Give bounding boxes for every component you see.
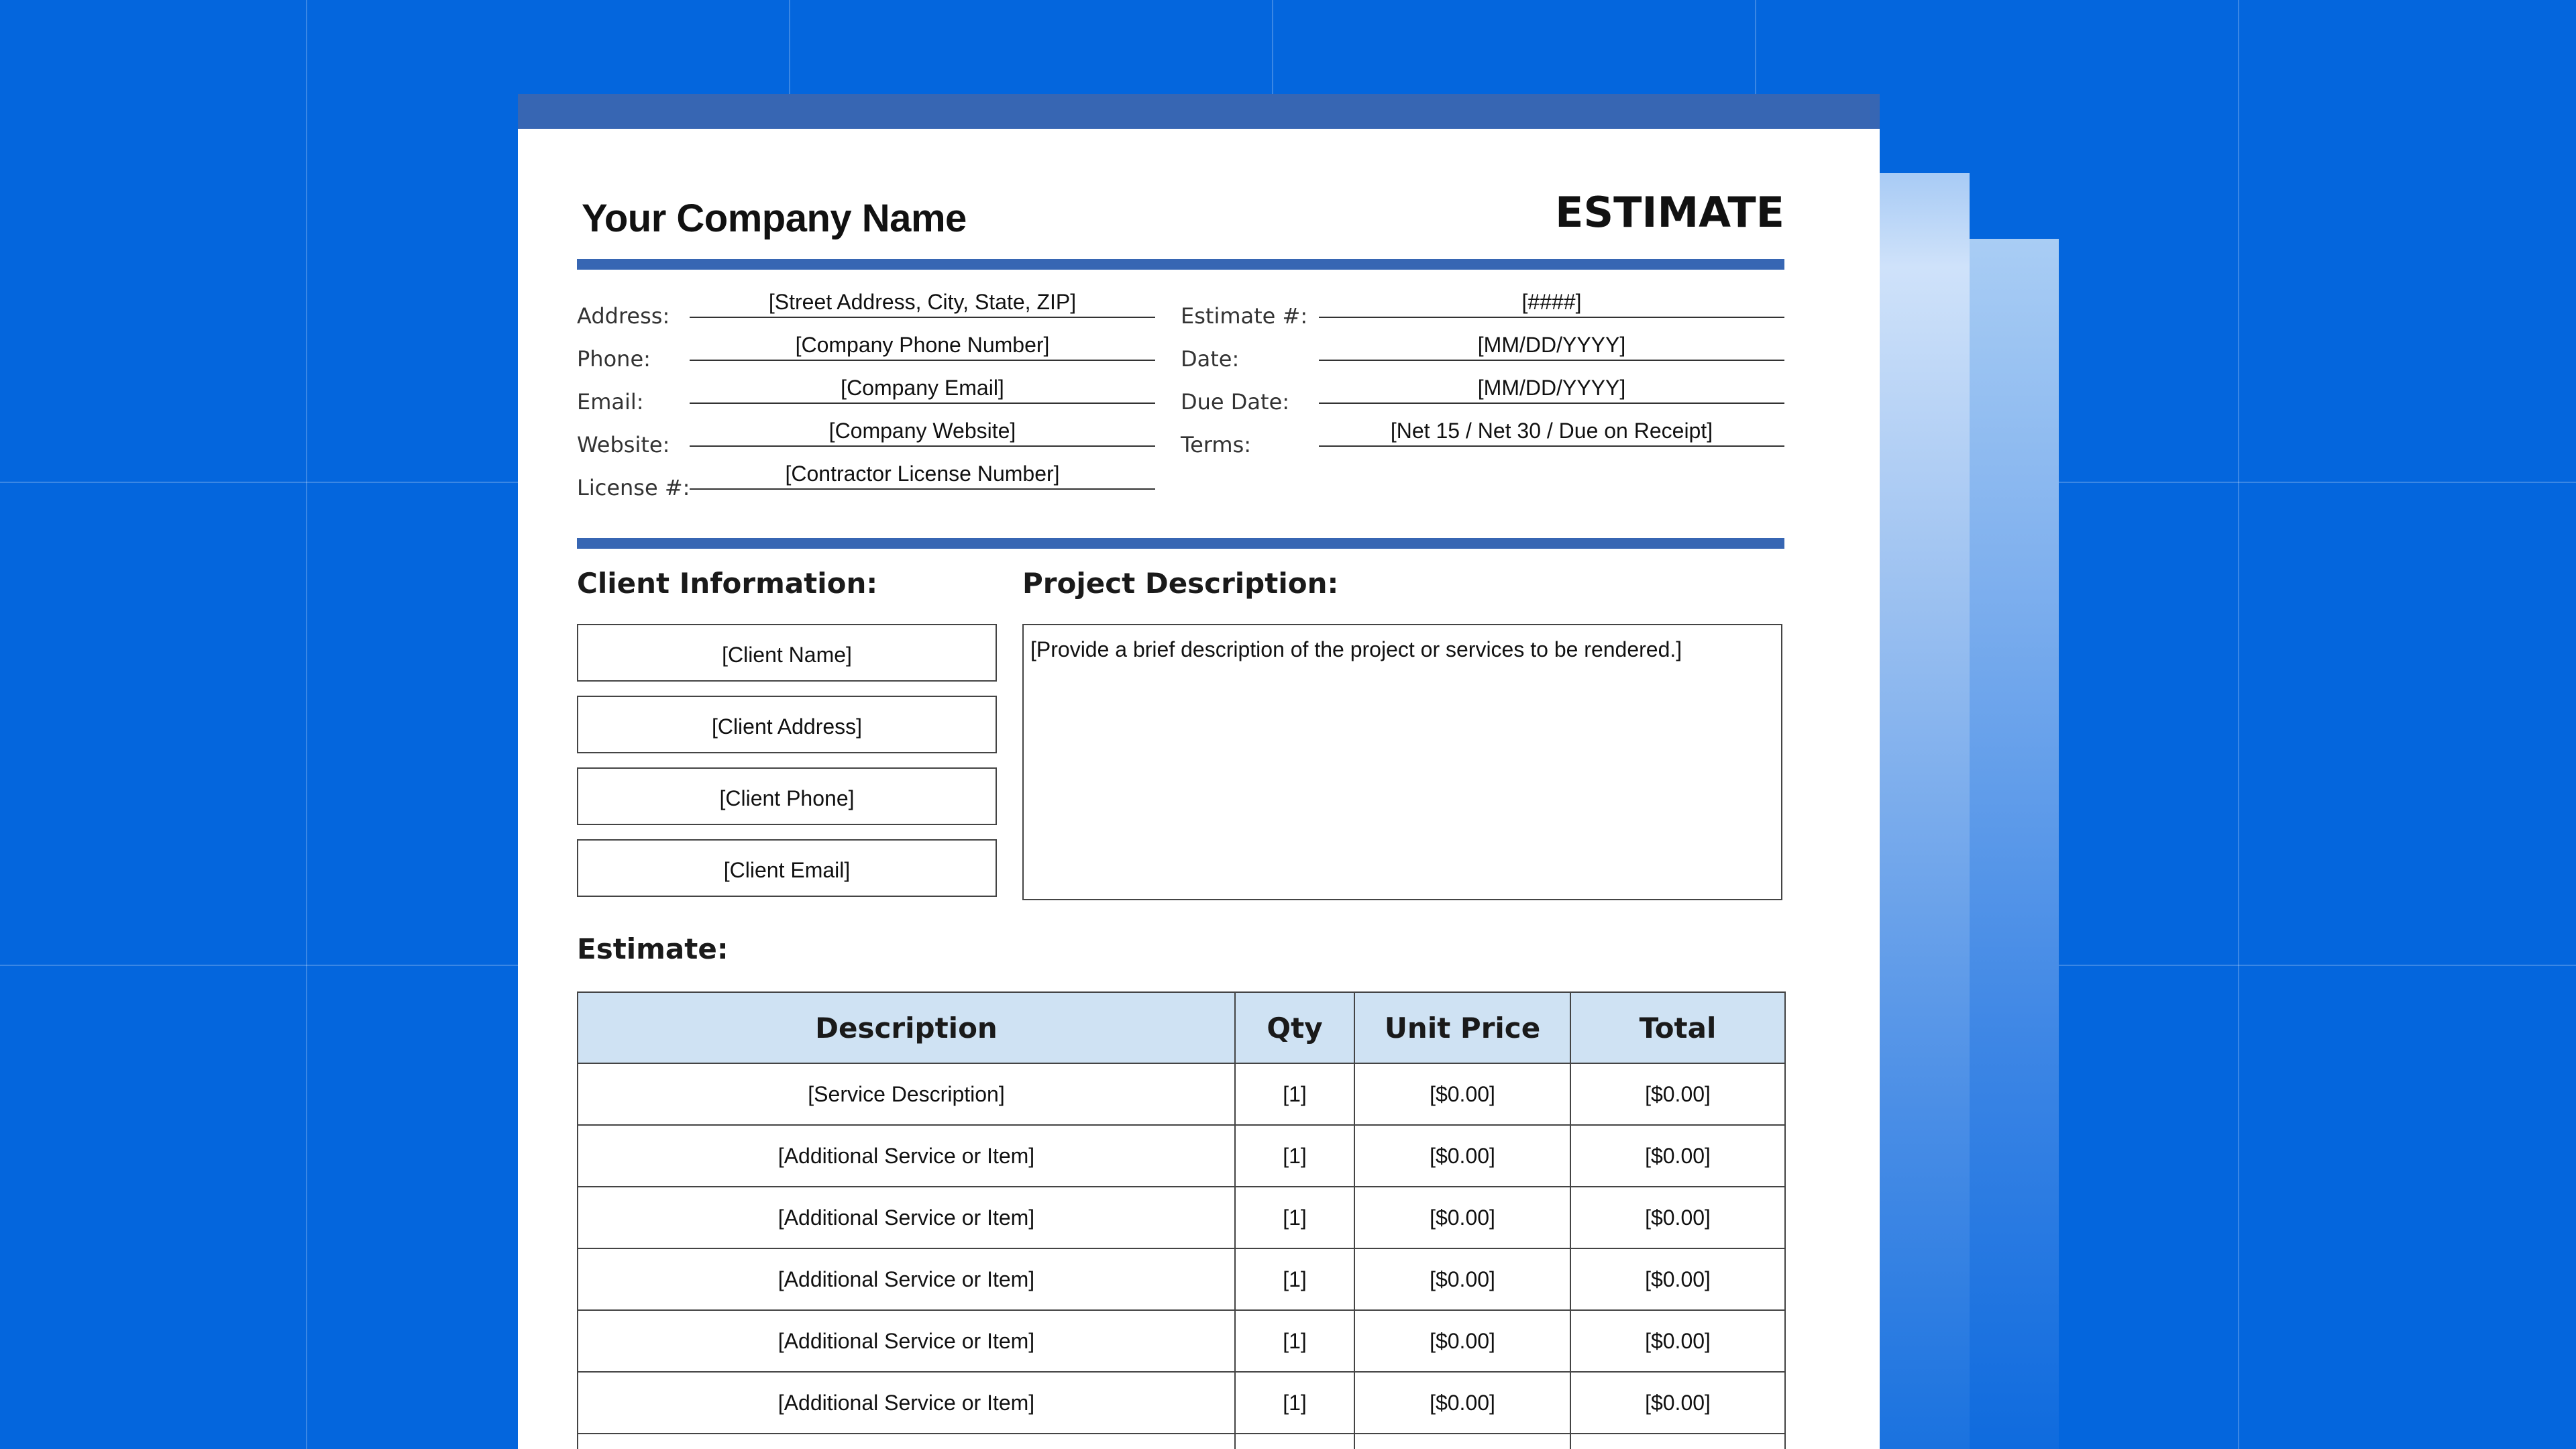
unit-price-cell[interactable] xyxy=(1354,1434,1570,1449)
email-field[interactable]: [Company Email] xyxy=(690,376,1155,404)
background-page xyxy=(1878,173,1970,1449)
description-cell[interactable]: [Additional Service or Item] xyxy=(578,1187,1235,1248)
table-row xyxy=(578,1434,1785,1449)
total-cell[interactable]: [$0.00] xyxy=(1570,1372,1785,1434)
column-header: Unit Price xyxy=(1354,992,1570,1063)
project-description-heading: Project Description: xyxy=(1022,567,1339,600)
client-phone-field[interactable]: [Client Phone] xyxy=(577,767,997,825)
address-field[interactable]: [Street Address, City, State, ZIP] xyxy=(690,290,1155,318)
description-cell[interactable]: [Additional Service or Item] xyxy=(578,1310,1235,1372)
document-header-bar xyxy=(518,94,1880,129)
total-cell[interactable]: [$0.00] xyxy=(1570,1187,1785,1248)
license-field[interactable]: [Contractor License Number] xyxy=(690,462,1155,490)
client-address-field[interactable]: [Client Address] xyxy=(577,696,997,753)
unit-price-cell[interactable]: [$0.00] xyxy=(1354,1125,1570,1187)
qty-cell[interactable]: [1] xyxy=(1235,1187,1354,1248)
estimate-number-label: Estimate #: xyxy=(1181,303,1308,329)
client-email-field[interactable]: [Client Email] xyxy=(577,839,997,897)
unit-price-cell[interactable]: [$0.00] xyxy=(1354,1187,1570,1248)
divider xyxy=(577,259,1784,270)
estimate-heading: Estimate: xyxy=(577,932,729,965)
unit-price-cell[interactable]: [$0.00] xyxy=(1354,1063,1570,1125)
column-header: Description xyxy=(578,992,1235,1063)
date-field[interactable]: [MM/DD/YYYY] xyxy=(1319,333,1784,361)
client-info-heading: Client Information: xyxy=(577,567,878,600)
project-description-field[interactable]: [Provide a brief description of the project or services to be rendered.] xyxy=(1022,624,1782,900)
qty-cell[interactable]: [1] xyxy=(1235,1063,1354,1125)
table-header-row xyxy=(578,992,1785,1063)
column-header: Qty xyxy=(1235,992,1354,1063)
column-header: Total xyxy=(1570,992,1785,1063)
description-cell[interactable]: [Additional Service or Item] xyxy=(578,1248,1235,1310)
table-row xyxy=(578,1248,1785,1310)
table-row xyxy=(578,1063,1785,1125)
address-label: Address: xyxy=(577,303,670,329)
total-cell[interactable]: [$0.00] xyxy=(1570,1248,1785,1310)
client-name-field[interactable]: [Client Name] xyxy=(577,624,997,682)
qty-cell[interactable] xyxy=(1235,1434,1354,1449)
total-cell[interactable]: [$0.00] xyxy=(1570,1125,1785,1187)
description-cell[interactable]: [Additional Service or Item] xyxy=(578,1372,1235,1434)
table-row xyxy=(578,1187,1785,1248)
qty-cell[interactable]: [1] xyxy=(1235,1248,1354,1310)
qty-cell[interactable]: [1] xyxy=(1235,1372,1354,1434)
grid-line xyxy=(2238,0,2239,1449)
terms-label: Terms: xyxy=(1181,432,1252,458)
background-page xyxy=(1970,239,2059,1449)
estimate-table xyxy=(577,991,1786,1449)
document-title: ESTIMATE xyxy=(1555,188,1784,237)
description-cell[interactable]: [Service Description] xyxy=(578,1063,1235,1125)
phone-label: Phone: xyxy=(577,346,651,372)
table-row xyxy=(578,1372,1785,1434)
website-label: Website: xyxy=(577,432,670,458)
company-name: Your Company Name xyxy=(582,197,967,240)
qty-cell[interactable]: [1] xyxy=(1235,1125,1354,1187)
terms-field[interactable]: [Net 15 / Net 30 / Due on Receipt] xyxy=(1319,419,1784,447)
phone-field[interactable]: [Company Phone Number] xyxy=(690,333,1155,361)
grid-line xyxy=(306,0,307,1449)
total-cell[interactable] xyxy=(1570,1434,1785,1449)
due-date-field[interactable]: [MM/DD/YYYY] xyxy=(1319,376,1784,404)
unit-price-cell[interactable]: [$0.00] xyxy=(1354,1248,1570,1310)
qty-cell[interactable]: [1] xyxy=(1235,1310,1354,1372)
unit-price-cell[interactable]: [$0.00] xyxy=(1354,1372,1570,1434)
divider xyxy=(577,538,1784,549)
due-date-label: Due Date: xyxy=(1181,389,1290,415)
table-row xyxy=(578,1125,1785,1187)
date-label: Date: xyxy=(1181,346,1240,372)
estimate-number-field[interactable]: [####] xyxy=(1319,290,1784,318)
description-cell[interactable] xyxy=(578,1434,1235,1449)
total-cell[interactable]: [$0.00] xyxy=(1570,1063,1785,1125)
license-label: License #: xyxy=(577,475,690,500)
website-field[interactable]: [Company Website] xyxy=(690,419,1155,447)
table-row xyxy=(578,1310,1785,1372)
email-label: Email: xyxy=(577,389,644,415)
unit-price-cell[interactable]: [$0.00] xyxy=(1354,1310,1570,1372)
estimate-document xyxy=(518,94,1880,1449)
total-cell[interactable]: [$0.00] xyxy=(1570,1310,1785,1372)
description-cell[interactable]: [Additional Service or Item] xyxy=(578,1125,1235,1187)
